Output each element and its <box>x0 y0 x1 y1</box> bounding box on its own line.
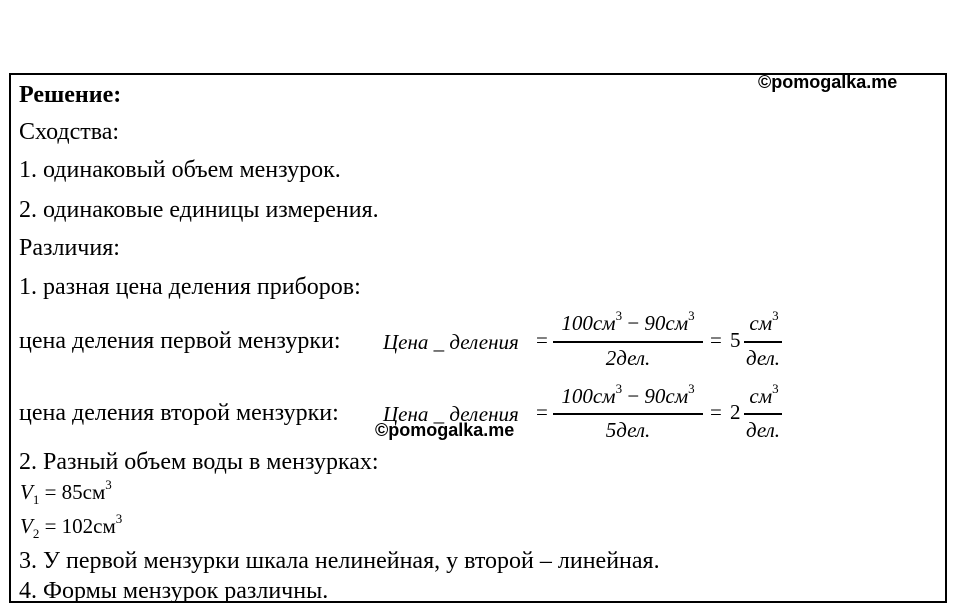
unit-bar <box>744 413 782 415</box>
formula-result: 2 <box>730 400 741 424</box>
volume-v2: $V_2 = 102см^3$ <box>20 511 123 541</box>
unit-numerator: $см^3$ <box>749 381 779 408</box>
differences-title: Различия: <box>19 235 120 261</box>
unit-denominator: дел. <box>745 346 781 370</box>
formula-numerator: $100см^3 - 90см^3$ <box>561 308 695 335</box>
difference-item-4: 4. Формы мензурок различны. <box>19 578 329 604</box>
formula-lhs: Цена _ деления <box>383 330 519 354</box>
first-beaker-label: цена деления первой мензурки: <box>19 328 341 354</box>
difference-item-1: 1. разная цена деления приборов: <box>19 274 361 300</box>
formula-equals: = <box>536 328 548 352</box>
similarity-item-2: 2. одинаковые единицы измерения. <box>19 197 379 223</box>
formula-equals: = <box>536 400 548 424</box>
formula-lhs: Цена _ деления <box>383 402 519 426</box>
unit-bar <box>744 341 782 343</box>
difference-item-2: 2. Разный объем воды в мензурках: <box>19 449 379 475</box>
formula-denominator: 5дел. <box>605 418 651 442</box>
formula-equals-2: = <box>710 328 722 352</box>
watermark-middle: ©pomogalka.me <box>375 420 515 440</box>
formula-result: 5 <box>730 328 741 352</box>
similarity-item-1: 1. одинаковый объем мензурок. <box>19 157 341 183</box>
volume-v1: $V_1 = 85см^3$ <box>20 477 112 507</box>
formula-numerator: $100см^3 - 90см^3$ <box>561 381 695 408</box>
unit-denominator: дел. <box>745 418 781 442</box>
formula-denominator: 2дел. <box>605 346 651 370</box>
similarities-title: Сходства: <box>19 119 120 145</box>
solution-heading: Решение: <box>19 82 122 108</box>
fraction-bar <box>553 341 703 343</box>
fraction-bar <box>553 413 703 415</box>
watermark-top: ©pomogalka.me <box>758 72 898 92</box>
second-beaker-label: цена деления второй мензурки: <box>19 400 339 426</box>
formula-equals-2: = <box>710 400 722 424</box>
difference-item-3: 3. У первой мензурки шкала нелинейная, у второй – линейная. <box>19 548 660 574</box>
unit-numerator: $см^3$ <box>749 308 779 335</box>
